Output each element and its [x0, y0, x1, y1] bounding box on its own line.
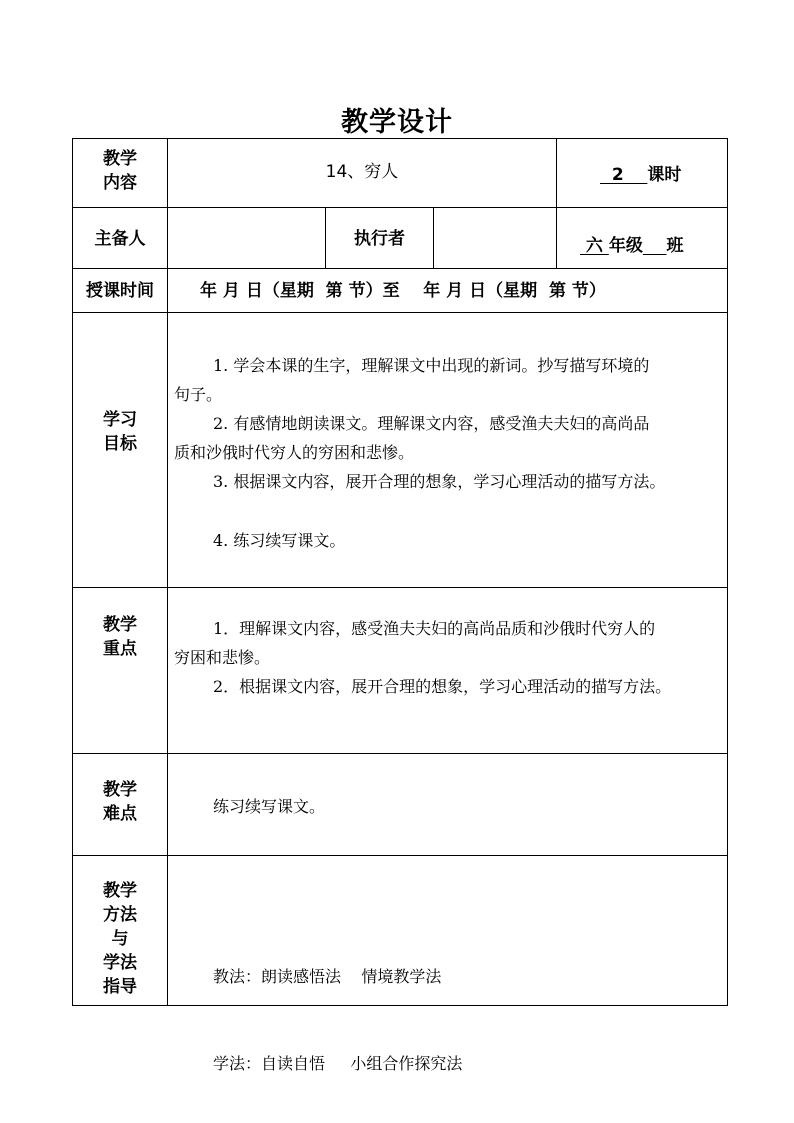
teaching-method: 教法：朗读感悟法 情境教学法 — [213, 967, 442, 986]
label-class-time: 授课时间 — [86, 281, 154, 301]
executor-value — [434, 208, 556, 268]
difficulties-value: 练习续写课文。 — [213, 797, 326, 816]
grade-class: 六 年级 班 — [580, 236, 684, 256]
methods-content — [213, 904, 462, 1107]
label-methods: 教学 方法 与 学法 指导 — [103, 881, 137, 997]
label-key-points: 教学 重点 — [103, 615, 137, 659]
page-title: 教学设计 — [341, 107, 453, 138]
learning-goals-list: 1. 学会本课的生字，理解课文中出现的新词。抄写描写环境的 句子。 2. 有感情地朗读课文。理解课文内容，感受渔夫夫妇的高尚品 质和沙俄时代穷人的穷困和悲惨。 3. 根据课文内容，展开合理的想象，学习心理活动的描写方法。 4. 练习续写课文。 — [174, 356, 666, 550]
label-learning-goals: 学习 目标 — [103, 410, 137, 454]
period-count: 2 课时 — [600, 165, 682, 185]
label-main-preparer: 主备人 — [94, 229, 146, 249]
key-points-list: 1．理解课文内容，感受渔夫夫妇的高尚品质和沙俄时代穷人的 穷困和悲惨。 2．根据课文内容，展开合理的想象，学习心理活动的描写方法。 — [174, 619, 672, 696]
label-difficulties: 教学 难点 — [103, 780, 137, 824]
lesson-title: 14、穷人 — [325, 162, 399, 182]
label-teaching-content: 教学 内容 — [103, 149, 137, 193]
label-executor: 执行者 — [354, 229, 405, 249]
main-preparer-value — [168, 208, 325, 268]
class-time-value: 年 月 日（星期 第 节）至 年 月 日（星期 第 节） — [200, 281, 606, 301]
learning-method: 学法：自读自悟 小组合作探究法 — [213, 1054, 463, 1073]
